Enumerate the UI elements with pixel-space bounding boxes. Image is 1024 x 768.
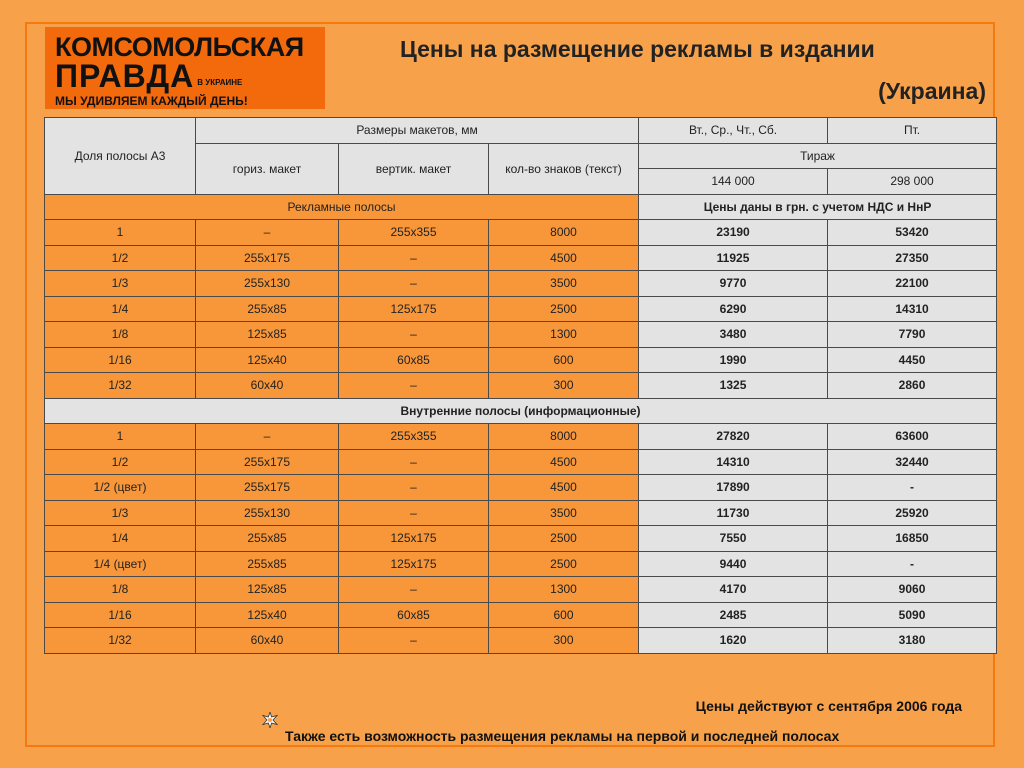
section2-row: [45, 602, 997, 628]
price2-cell: 14310: [828, 296, 997, 322]
share-cell: 1/32: [45, 373, 196, 399]
section1-row: [45, 296, 997, 322]
horiz-cell: 125x85: [196, 322, 339, 348]
share-cell: 1/8: [45, 577, 196, 603]
vert-cell: –: [339, 322, 489, 348]
share-cell: 1/3: [45, 500, 196, 526]
price1-cell: 1990: [639, 347, 828, 373]
horiz-cell: 125x85: [196, 577, 339, 603]
vert-cell: 125x175: [339, 551, 489, 577]
price2-cell: -: [828, 475, 997, 501]
price2-cell: 53420: [828, 220, 997, 246]
section1-row: [45, 322, 997, 348]
price1-cell: 3480: [639, 322, 828, 348]
header-chars: кол-во знаков (текст): [489, 143, 639, 194]
section2-row: [45, 628, 997, 654]
price2-cell: -: [828, 551, 997, 577]
share-cell: 1/32: [45, 628, 196, 654]
section1-label: Рекламные полосы: [45, 194, 639, 220]
section1-row: [45, 220, 997, 246]
page-title: Цены на размещение рекламы в издании: [400, 36, 875, 62]
share-cell: 1/4: [45, 526, 196, 552]
horiz-cell: 255x130: [196, 500, 339, 526]
horiz-cell: 255x130: [196, 271, 339, 297]
section2-row: [45, 577, 997, 603]
chars-cell: 8000: [489, 220, 639, 246]
vert-cell: 125x175: [339, 526, 489, 552]
section2-row: [45, 500, 997, 526]
vert-cell: 255x355: [339, 220, 489, 246]
horiz-cell: 255x175: [196, 475, 339, 501]
price2-cell: 5090: [828, 602, 997, 628]
section2-row: [45, 475, 997, 501]
header-circ2: 298 000: [828, 169, 997, 195]
chars-cell: 1300: [489, 577, 639, 603]
share-cell: 1/16: [45, 602, 196, 628]
share-cell: 1: [45, 424, 196, 450]
logo: [45, 27, 325, 109]
price2-cell: 9060: [828, 577, 997, 603]
share-cell: 1/4: [45, 296, 196, 322]
chars-cell: 300: [489, 373, 639, 399]
chars-cell: 3500: [489, 271, 639, 297]
price2-cell: 7790: [828, 322, 997, 348]
price2-cell: 16850: [828, 526, 997, 552]
vert-cell: –: [339, 271, 489, 297]
share-cell: 1/3: [45, 271, 196, 297]
section1-row: [45, 347, 997, 373]
price1-cell: 6290: [639, 296, 828, 322]
price-table: [44, 117, 997, 654]
vert-cell: 60x85: [339, 347, 489, 373]
price1-cell: 4170: [639, 577, 828, 603]
price2-cell: 3180: [828, 628, 997, 654]
price1-cell: 14310: [639, 449, 828, 475]
logo-slogan: МЫ УДИВЛЯЕМ КАЖДЫЙ ДЕНЬ!: [55, 94, 248, 108]
share-cell: 1/2 (цвет): [45, 475, 196, 501]
horiz-cell: 60x40: [196, 628, 339, 654]
vert-cell: –: [339, 373, 489, 399]
header-share: Доля полосы А3: [45, 118, 196, 195]
share-cell: 1/4 (цвет): [45, 551, 196, 577]
price2-cell: 27350: [828, 245, 997, 271]
section2-row: [45, 424, 997, 450]
chars-cell: 8000: [489, 424, 639, 450]
horiz-cell: 125x40: [196, 347, 339, 373]
price1-cell: 1325: [639, 373, 828, 399]
price2-cell: 32440: [828, 449, 997, 475]
section1-row: [45, 373, 997, 399]
share-cell: 1: [45, 220, 196, 246]
header-vert: вертик. макет: [339, 143, 489, 194]
section2-row: [45, 449, 997, 475]
price1-cell: 17890: [639, 475, 828, 501]
share-cell: 1/16: [45, 347, 196, 373]
logo-line2: ПРАВДА: [55, 58, 195, 94]
price-note: Цены даны в грн. с учетом НДС и НнР: [639, 194, 997, 220]
price2-cell: 2860: [828, 373, 997, 399]
price1-cell: 11925: [639, 245, 828, 271]
section2-label: Внутренние полосы (информационные): [45, 398, 997, 424]
vert-cell: 255x355: [339, 424, 489, 450]
share-cell: 1/8: [45, 322, 196, 348]
price1-cell: 2485: [639, 602, 828, 628]
share-cell: 1/2: [45, 449, 196, 475]
section2-row: [45, 526, 997, 552]
header-days2: Пт.: [828, 118, 997, 144]
horiz-cell: 255x175: [196, 449, 339, 475]
chars-cell: 4500: [489, 245, 639, 271]
price2-cell: 63600: [828, 424, 997, 450]
chars-cell: 300: [489, 628, 639, 654]
vert-cell: –: [339, 500, 489, 526]
horiz-cell: –: [196, 220, 339, 246]
chars-cell: 3500: [489, 500, 639, 526]
horiz-cell: 255x175: [196, 245, 339, 271]
header-sizes: Размеры макетов, мм: [196, 118, 639, 144]
vert-cell: –: [339, 577, 489, 603]
chars-cell: 2500: [489, 296, 639, 322]
horiz-cell: 255x85: [196, 551, 339, 577]
chars-cell: 2500: [489, 551, 639, 577]
vert-cell: –: [339, 628, 489, 654]
horiz-cell: 255x85: [196, 296, 339, 322]
footer-note: Также есть возможность размещения рекламы на первой и последней полосах: [285, 728, 840, 744]
price2-cell: 25920: [828, 500, 997, 526]
horiz-cell: 255x85: [196, 526, 339, 552]
price1-cell: 27820: [639, 424, 828, 450]
chars-cell: 2500: [489, 526, 639, 552]
chars-cell: 4500: [489, 449, 639, 475]
horiz-cell: 60x40: [196, 373, 339, 399]
vert-cell: 60x85: [339, 602, 489, 628]
logo-line1: КОМСОМОЛЬСКАЯ: [55, 32, 304, 62]
footer-valid-from: Цены действуют с сентября 2006 года: [695, 698, 962, 714]
vert-cell: –: [339, 475, 489, 501]
section1-row: [45, 245, 997, 271]
chars-cell: 600: [489, 602, 639, 628]
burst-icon: [262, 712, 278, 728]
page-subtitle: (Украина): [878, 78, 986, 104]
price1-cell: 9440: [639, 551, 828, 577]
share-cell: 1/2: [45, 245, 196, 271]
section1-row: [45, 271, 997, 297]
header-circ1: 144 000: [639, 169, 828, 195]
price1-cell: 7550: [639, 526, 828, 552]
horiz-cell: 125x40: [196, 602, 339, 628]
price1-cell: 23190: [639, 220, 828, 246]
logo-line2-suffix: В УКРАИНЕ: [197, 78, 243, 87]
chars-cell: 4500: [489, 475, 639, 501]
price1-cell: 1620: [639, 628, 828, 654]
horiz-cell: –: [196, 424, 339, 450]
vert-cell: –: [339, 245, 489, 271]
price1-cell: 9770: [639, 271, 828, 297]
price2-cell: 22100: [828, 271, 997, 297]
price1-cell: 11730: [639, 500, 828, 526]
vert-cell: 125x175: [339, 296, 489, 322]
header-horiz: гориз. макет: [196, 143, 339, 194]
chars-cell: 600: [489, 347, 639, 373]
vert-cell: –: [339, 449, 489, 475]
section2-row: [45, 551, 997, 577]
header-circulation: Тираж: [639, 143, 997, 169]
price2-cell: 4450: [828, 347, 997, 373]
header-days1: Вт., Ср., Чт., Сб.: [639, 118, 828, 144]
chars-cell: 1300: [489, 322, 639, 348]
